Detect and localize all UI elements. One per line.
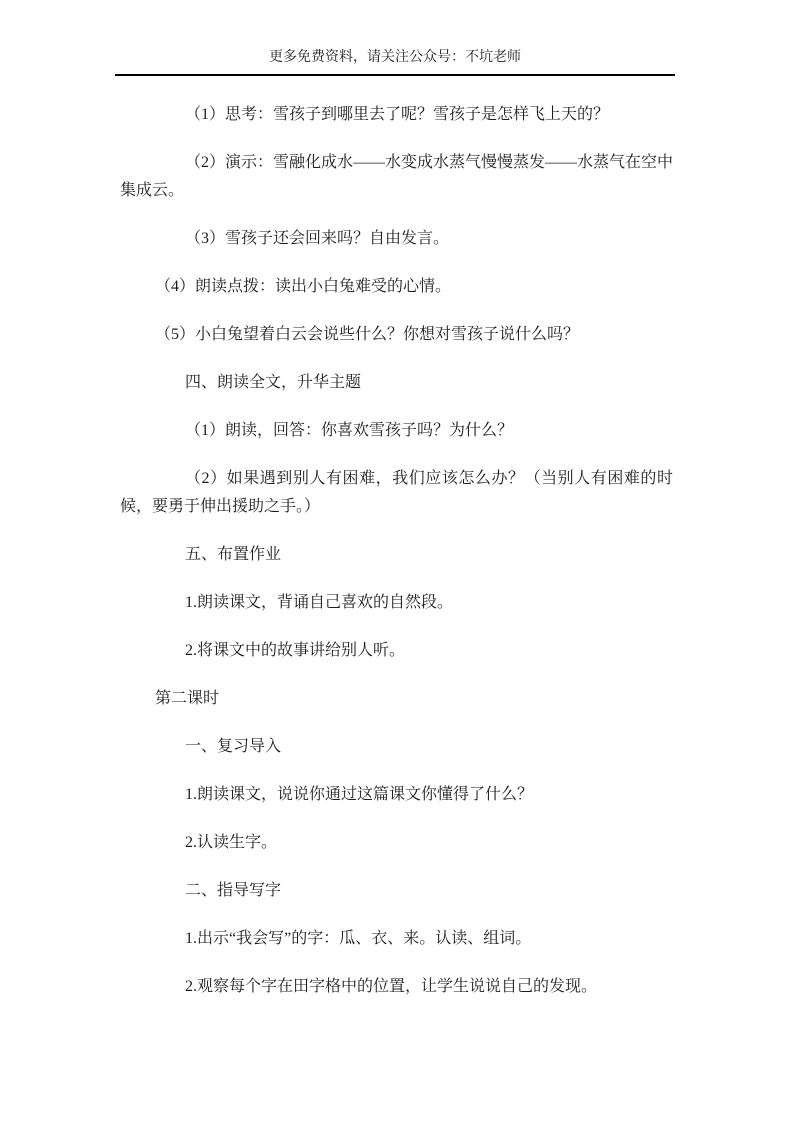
paragraph: 2.将课文中的故事讲给别人听。 [185, 642, 406, 659]
document-body [120, 101, 673, 1021]
paragraph: （2）如果遇到别人有困难，我们应该怎么办？（当别人有困难的时候，要勇于伸出援助之手。） [120, 470, 673, 515]
paragraph: 五、布置作业 [185, 546, 282, 563]
header-text: 更多免费资料，请关注公众号：不坑老师 [269, 50, 521, 65]
paragraph: （5）小白兔望着白云会说些什么？你想对雪孩子说什么吗？ [155, 326, 580, 343]
paragraph: 2.认读生字。 [185, 834, 278, 851]
paragraph: 一、复习导入 [185, 738, 282, 755]
paragraph: 1.朗读课文，说说你通过这篇课文你懂得了什么？ [185, 786, 534, 803]
page-header [115, 46, 675, 76]
paragraph: 2.观察每个字在田字格中的位置，让学生说说自己的发现。 [185, 978, 598, 995]
paragraph: （1）思考：雪孩子到哪里去了呢？雪孩子是怎样飞上天的？ [185, 106, 610, 123]
paragraph: 四、朗读全文，升华主题 [185, 374, 362, 391]
paragraph: （2）演示：雪融化成水——水变成水蒸气慢慢蒸发——水蒸气在空中集成云。 [120, 154, 674, 199]
paragraph: 第二课时 [155, 690, 220, 707]
paragraph: （3）雪孩子还会回来吗？自由发言。 [185, 230, 450, 247]
paragraph: 二、指导写字 [185, 882, 282, 899]
paragraph: （4）朗读点拨：读出小白兔难受的心情。 [155, 278, 452, 295]
paragraph: 1.朗读课文，背诵自己喜欢的自然段。 [185, 594, 454, 611]
paragraph: （1）朗读，回答：你喜欢雪孩子吗？为什么？ [185, 422, 514, 439]
paragraph: 1.出示“我会写”的字：瓜、衣、来。认读、组词。 [185, 930, 532, 947]
